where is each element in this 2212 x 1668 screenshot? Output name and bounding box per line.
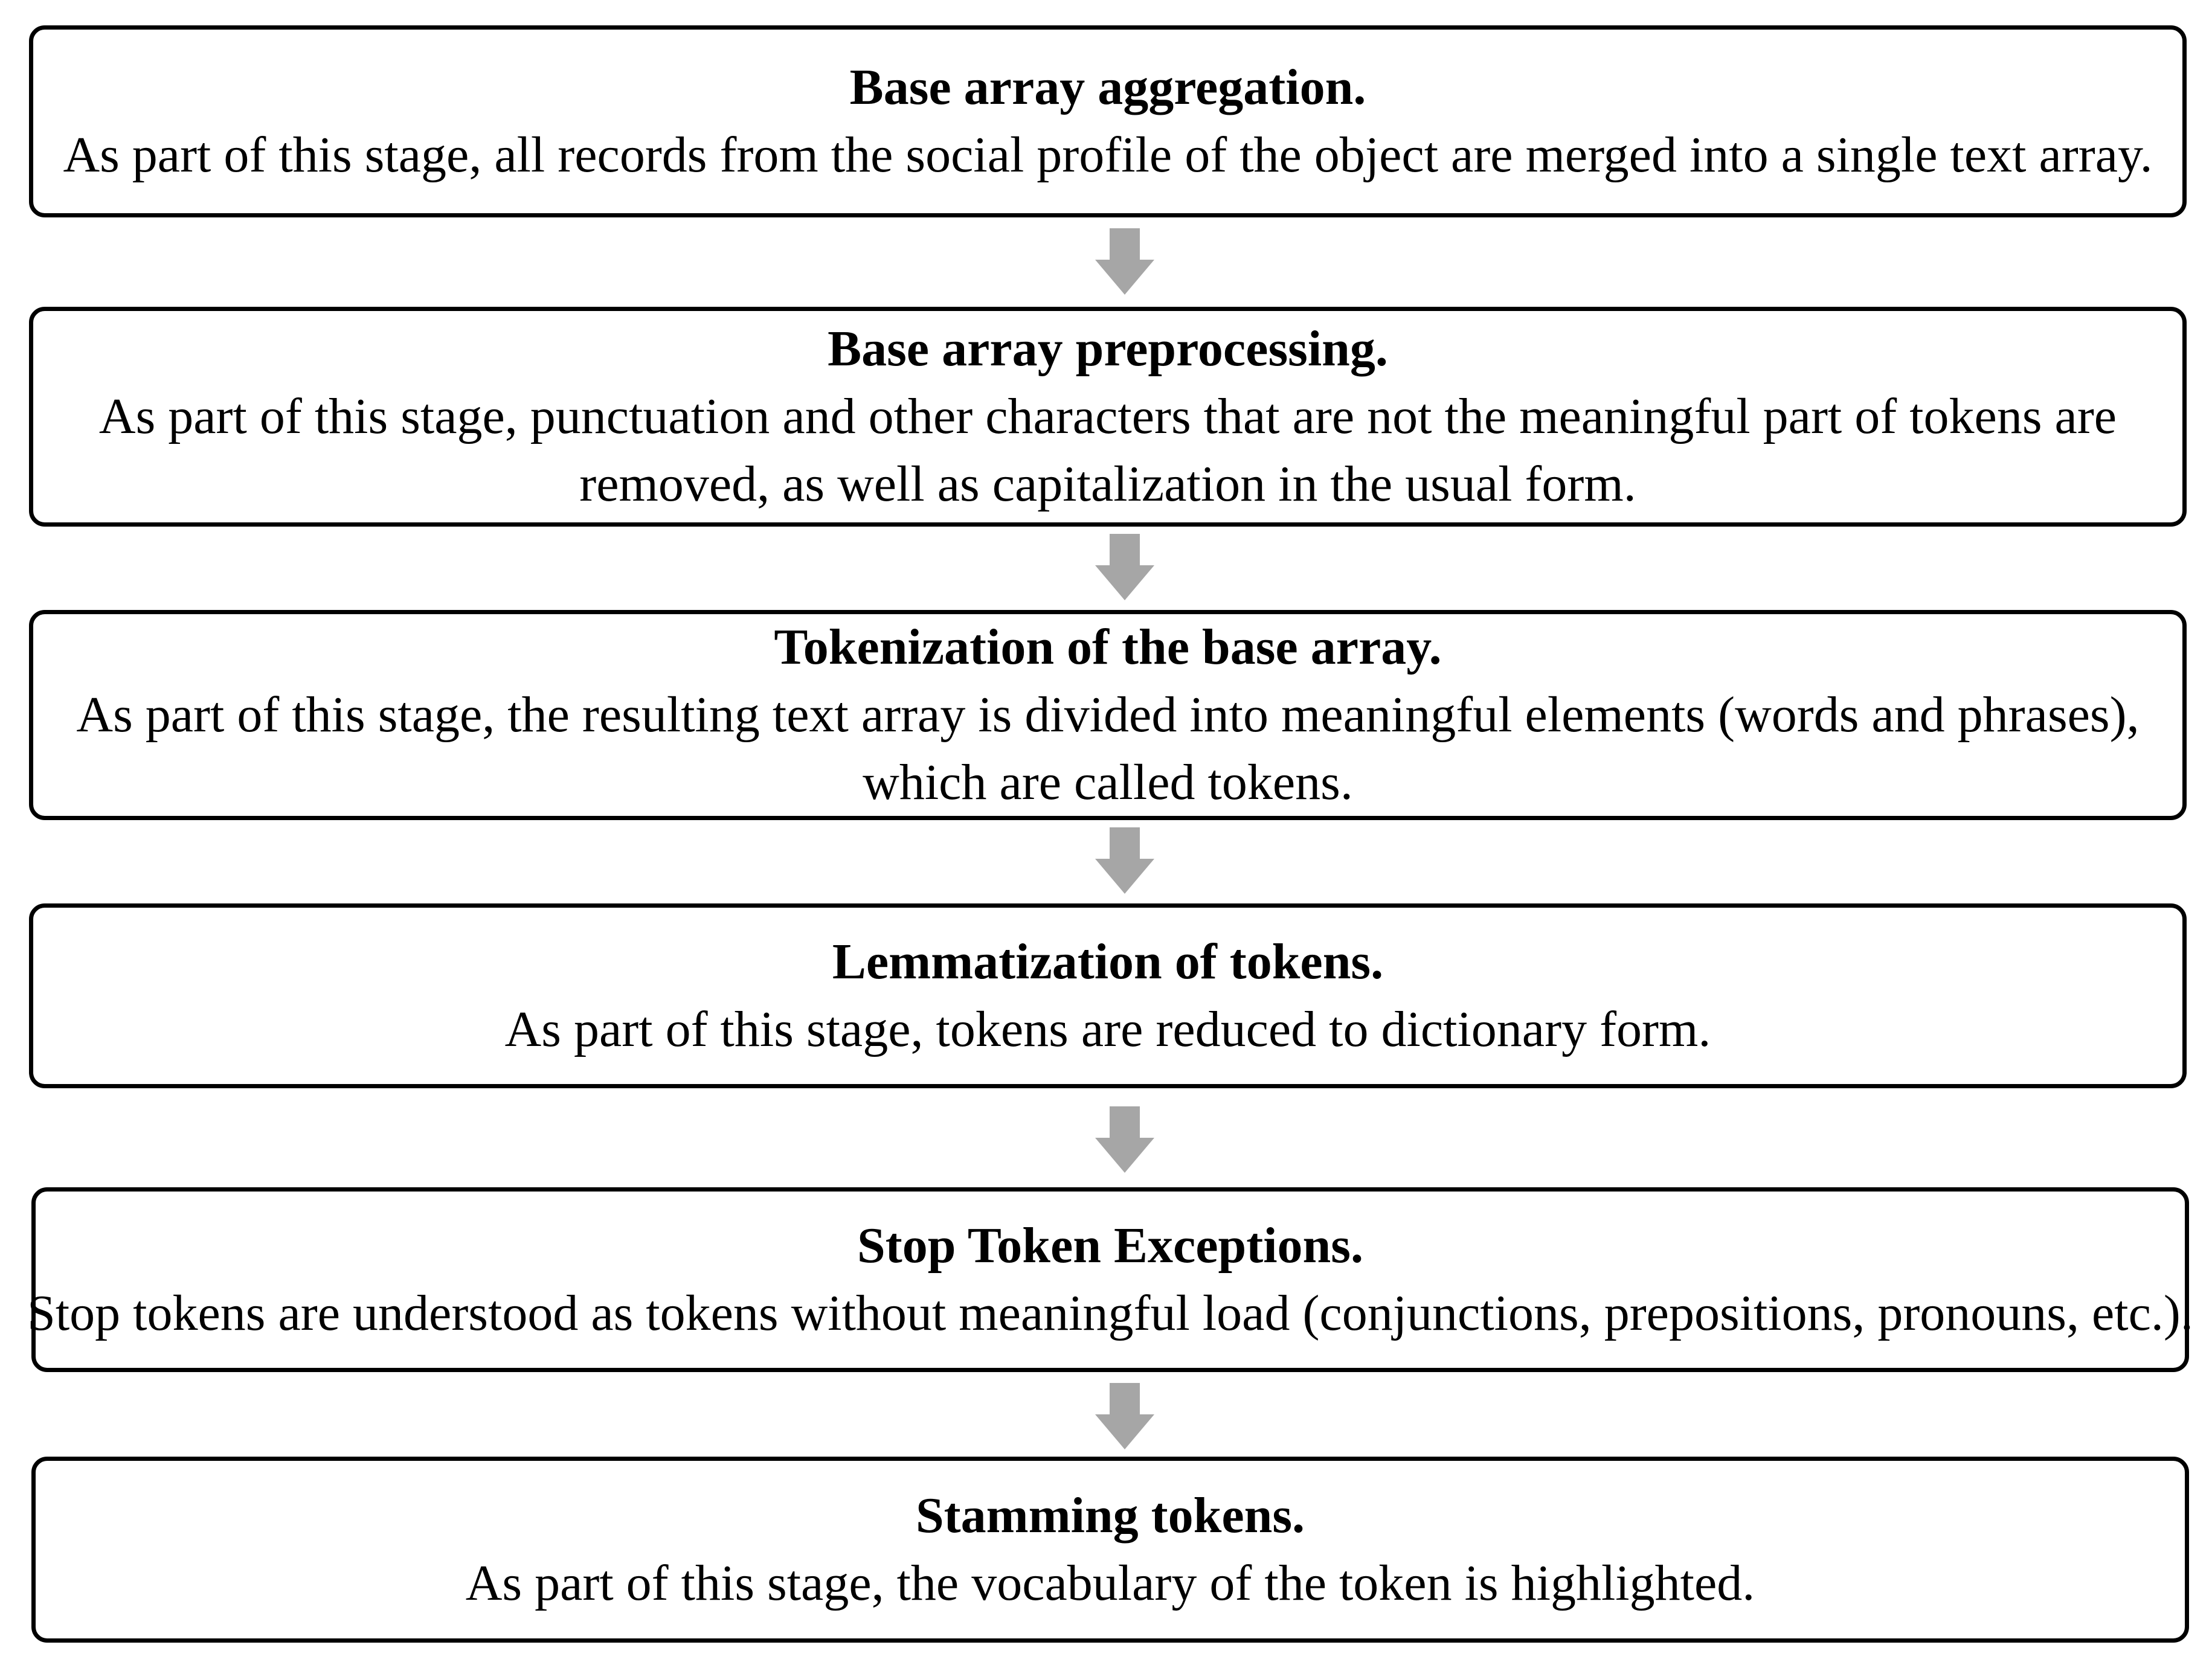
stage-description: As part of this stage, the resulting text array is divided into meaningful elements (words and phrases), which are called tokens.	[76, 687, 2140, 810]
stage-box-stemming	[31, 1457, 2189, 1643]
stage-box-lemmatization	[29, 903, 2187, 1088]
stage-description: Stop tokens are understood as tokens without meaningful load (conjunctions, prepositions, pronouns, etc.).	[27, 1285, 2193, 1341]
stage-box-tokenization	[29, 610, 2187, 820]
down-arrow-icon	[1095, 827, 1154, 894]
stage-title: Lemmatization of tokens.	[832, 934, 1384, 990]
stage-title: Base array preprocessing.	[828, 321, 1388, 377]
down-arrow-icon	[1095, 228, 1154, 295]
stage-description: As part of this stage, tokens are reduced to dictionary form.	[504, 1001, 1711, 1057]
stage-title: Stop Token Exceptions.	[857, 1217, 1363, 1274]
stage-title: Base array aggregation.	[849, 59, 1366, 115]
stage-description: As part of this stage, all records from the social profile of the object are merged into a single text array.	[63, 127, 2153, 183]
stage-box-preprocessing	[29, 307, 2187, 527]
down-arrow-icon	[1095, 1106, 1154, 1173]
down-arrow-icon	[1095, 1383, 1154, 1449]
down-arrow-icon	[1095, 534, 1154, 600]
stage-box-stop-tokens	[27, 1187, 2193, 1372]
stage-title: Tokenization of the base array.	[774, 619, 1442, 675]
stage-box-aggregation	[29, 25, 2187, 217]
stage-description: As part of this stage, the vocabulary of the token is highlighted.	[465, 1555, 1755, 1611]
stage-description: As part of this stage, punctuation and other characters that are not the meaningful part of tokens are removed, as well as capitalization in the usual form.	[98, 388, 2117, 512]
stage-title: Stamming tokens.	[915, 1487, 1305, 1544]
